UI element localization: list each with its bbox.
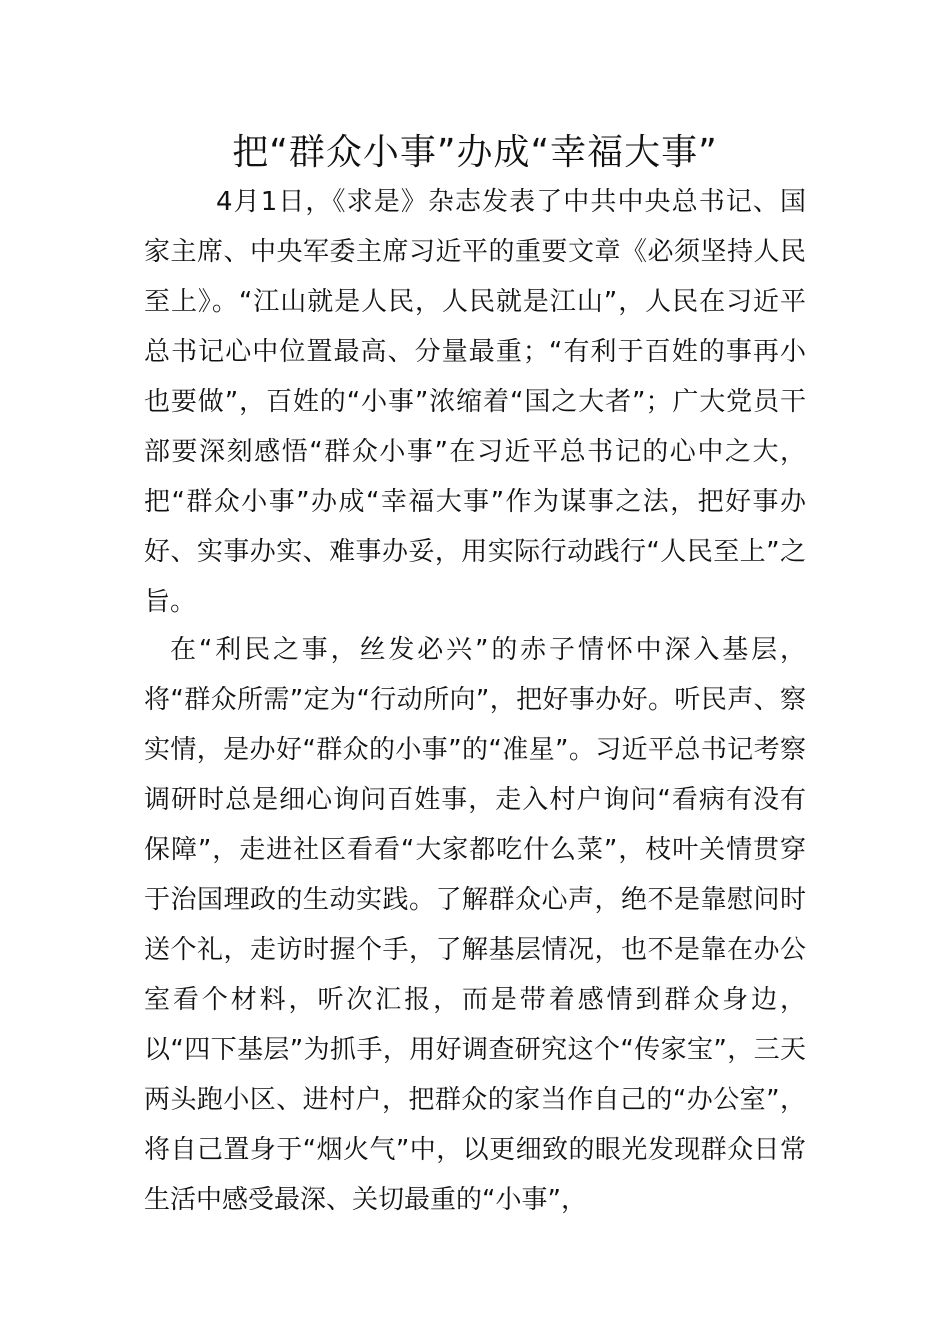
- document-title: 把“群众小事”办成“幸福大事”: [232, 132, 718, 173]
- paragraph-1: 4月1日，《求是》杂志发表了中共中央总书记、国家主席、中央军委主席习近平的重要文章《必须坚持人民至上》。“江山就是人民，人民就是江山”，人民在习近平总书记心中位置最高、分量最重；“有利于百姓的事再小也要做”，百姓的“小事”浓缩着“国之大者”；广大党员干部要深刻感悟“群众小事”在习近平总书记的心中之大，把“群众小事”办成“幸福大事”作为谋事之法，把好事办好、实事办实、难事办妥，用实际行动践行“人民至上”之旨。: [144, 187, 806, 617]
- paragraph-2: 在“利民之事，丝发必兴”的赤子情怀中深入基层，将“群众所需”定为“行动所向”，把好事办好。听民声、察实情，是办好“群众的小事”的“准星”。习近平总书记考察调研时总是细心询问百姓事，走入村户询问“看病有没有保障”，走进社区看看“大家都吃什么菜”，枝叶关情贯穿于治国理政的生动实践。了解群众心声，绝不是靠慰问时送个礼，走访时握个手，了解基层情况，也不是靠在办公室看个材料，听次汇报，而是带着感情到群众身边，以“四下基层”为抓手，用好调查研究这个“传家宝”，三天两头跑小区、进村户，把群众的家当作自己的“办公室”，将自己置身于“烟火气”中，以更细致的眼光发现群众日常生活中感受最深、关切最重的“小事”，: [144, 635, 806, 1215]
